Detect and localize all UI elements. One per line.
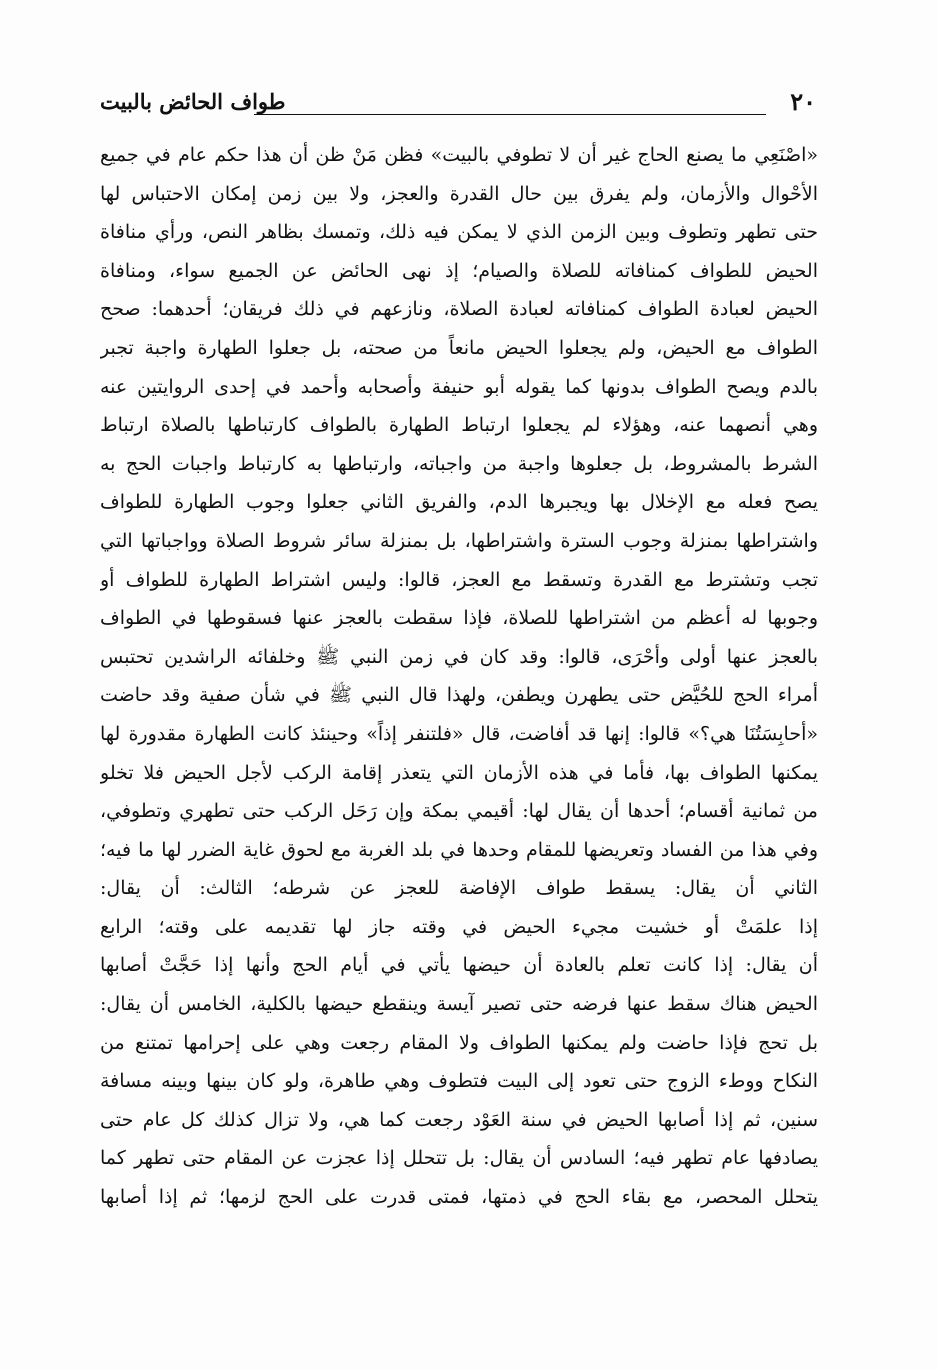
text-line: وفي هذا من الفساد وتعريضها للمقام وحدها في بلد الغربة مع لحوق غاية الضرر لها ما فيه؛ (100, 838, 818, 861)
text-line: يصادفها عام تطهر فيه؛ السادس أن يقال: بل تتحلل إذا عجزت عن المقام حتى تطهر كما (100, 1147, 818, 1170)
text-line: أمراء الحج للحُيَّض حتى يطهرن ويطفن، ولهذا قال النبي ﷺ في شأن صفية وقد حاضت (100, 684, 818, 707)
body-text (100, 136, 818, 1217)
text-line: تجب وتشترط مع القدرة وتسقط مع العجز، قالوا: وليس اشتراط الطهارة للطواف أو (100, 568, 818, 591)
text-line: واشتراطها بمنزلة وجوب السترة واشتراطها، بل بمنزلة سائر شروط الصلاة وواجباتها التي (100, 529, 818, 552)
text-line: الحيض للطواف كمنافاته للصلاة والصيام؛ إذ نهى الحائض عن الجميع سواء، ومنافاة (100, 259, 818, 282)
text-line: وهي أنصهما عنه، وهؤلاء لم يجعلوا ارتباط الطهارة بالطواف كارتباطها بالصلاة ارتباط (100, 414, 818, 437)
text-line: الثاني أن يقال: يسقط طواف الإفاضة للعجز عن شرطه؛ الثالث: أن يقال: (100, 877, 818, 900)
text-line: أن يقال: إذا كانت تعلم بالعادة أن حيضها يأتي في أيام الحج وأنها إذا حَجَّتْ أصابها (100, 954, 818, 977)
page-number: ٢٠ (790, 87, 816, 116)
text-line: النكاح ووطء الزوج حتى تعود إلى البيت فتطوف وهي طاهرة، ولو كان بينها وبينه مسافة (100, 1070, 818, 1093)
running-title: طواف الحائض بالبيت (100, 89, 286, 114)
text-line: «اصْنَعِي ما يصنع الحاج غير أن لا تطوفي بالبيت» فظن مَنْ ظن أن هذا حكم عام في جميع (100, 144, 818, 166)
text-line: بل تحج فإذا حاضت ولم يمكنها الطواف ولا المقام رجعت وهي على إحرامها تمتنع من (100, 1031, 818, 1054)
text-line: من ثمانية أقسام؛ أحدها أن يقال لها: أقيمي بمكة وإن رَحَل الركب حتى تطهري وتطوفي، (100, 800, 818, 823)
text-line: يمكنها الطواف بها، فأما في هذه الأزمان التي يتعذر إقامة الركب لأجل الحيض فلا تخلو (100, 761, 818, 784)
text-line: الحيض لعبادة الطواف كمنافاته لعبادة الصلاة، ونازعهم في ذلك فريقان؛ أحدهما: صحح (100, 298, 818, 321)
text-line: الطواف مع الحيض، ولم يجعلوا الحيض مانعاً من صحته، بل جعلوا الطهارة واجبة تجبر (100, 336, 818, 359)
text-line: الأحْوال والأزمان، ولم يفرق بين حال القدرة والعجز، ولا بين زمن إمكان الاحتباس لها (100, 182, 818, 205)
text-line: سنين، ثم إذا أصابها الحيض في سنة العَوْد رجعت كما هي، ولا تزال كذلك كل عام حتى (100, 1108, 818, 1131)
text-line: الشرط بالمشروط، بل جعلوها واجبة من واجباته، وارتباطها به كارتباط واجبات الحج به (100, 452, 818, 475)
text-line: إذا علمَتْ أو خشيت مجيء الحيض في وقته جاز لها تقديمه على وقته؛ الرابع (100, 915, 818, 938)
text-line: وجوبها له أعظم من اشتراطها للصلاة، فإذا سقطت بالعجز عنها فسقوطها في الطواف (100, 607, 818, 630)
text-line: حتى تطهر وتطوف وبين الزمن الذي لا يمكن فيه ذلك، وتمسك بظاهر النص، ورأي منافاة (100, 221, 818, 244)
text-line: يتحلل المحصر، مع بقاء الحج في ذمتها، فمتى قدرت على الحج لزمها؛ ثم إذا أصابها (100, 1186, 818, 1209)
header-rule (254, 114, 766, 115)
text-line: الحيض هناك سقط عنها فرضه حتى تصير آيسة وينقطع حيضها بالكلية، الخامس أن يقال: (100, 993, 818, 1016)
text-line: «أحابِسَتُنَا هي؟» قالوا: إنها قد أفاضت، قال «فلتنفر إذاً» وحينئذ كانت الطهارة مقدورة لها (100, 722, 818, 745)
text-line: بالدم ويصح الطواف بدونها كما يقوله أبو حنيفة وأصحابه وأحمد في إحدى الروايتين عنه (100, 375, 818, 398)
text-line: بالعجز عنها أولى وأحْرَى، قالوا: وقد كان في زمن النبي ﷺ وخلفائه الراشدين تحتبس (100, 645, 818, 668)
text-line: يصح فعله مع الإخلال بها ويجبرها الدم، والفريق الثاني جعلوا وجوب الطهارة للطواف (100, 491, 818, 514)
page-header (100, 88, 818, 128)
